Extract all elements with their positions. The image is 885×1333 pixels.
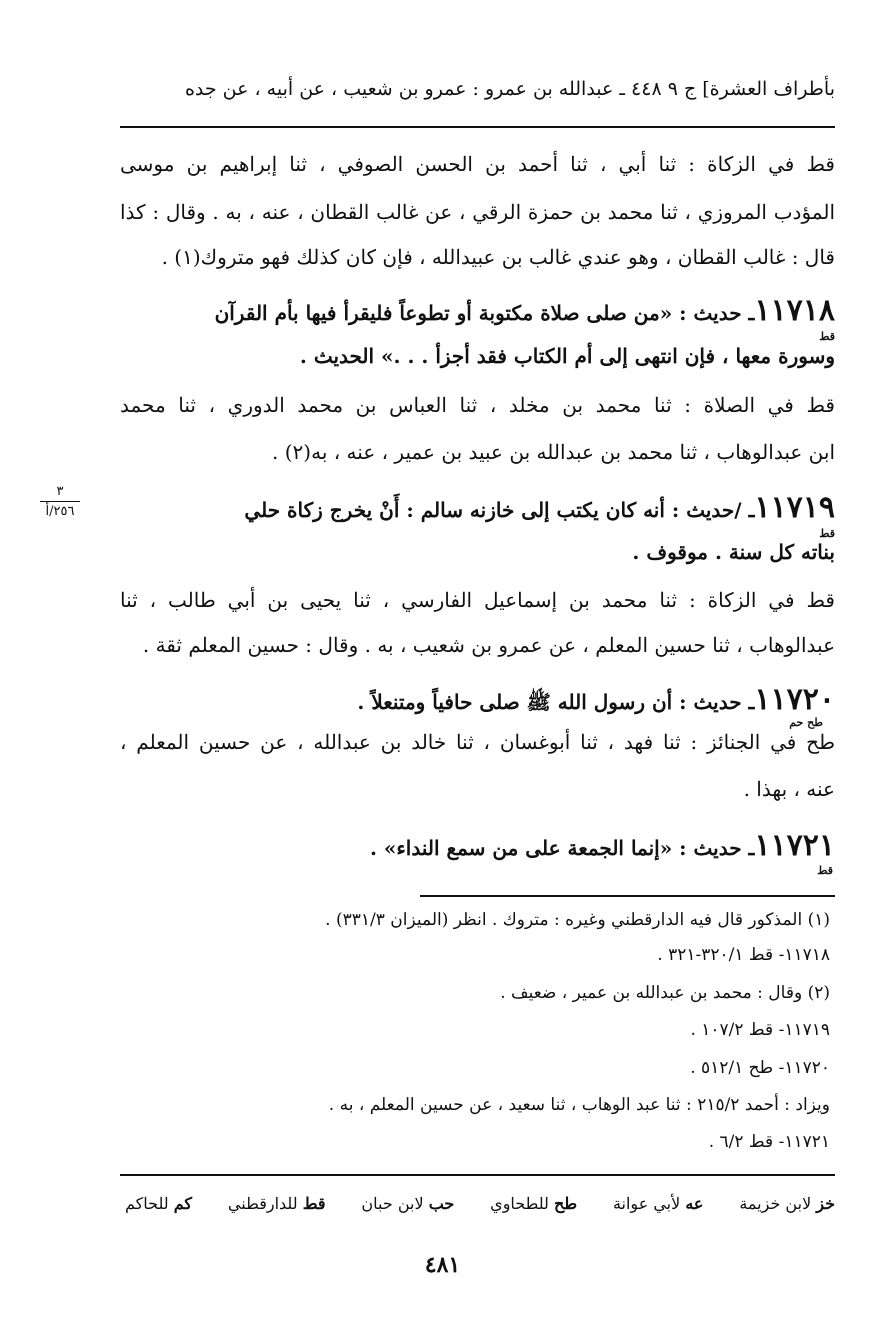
- hadith-text: بناته كل سنة . موقوف .: [632, 540, 835, 564]
- legend-abbr: كم: [173, 1194, 193, 1213]
- margin-note-bottom: ٢٥٦/أ: [45, 504, 75, 519]
- legend-abbr: طح: [554, 1194, 578, 1213]
- abbreviation-legend: [125, 1194, 835, 1213]
- legend-abbr: خز: [816, 1194, 835, 1213]
- text-line: قط في الزكاة : ثنا محمد بن إسماعيل الفارسي ، ثنا يحيى بن أبي طالب ، ثنا: [120, 588, 835, 612]
- hadith-11718-heading: [120, 293, 835, 328]
- footnote: ويزاد : أحمد ٢١٥/٢ : ثنا عبد الوهاب ، ثنا سعيد ، عن حسين المعلم ، به .: [328, 1095, 830, 1115]
- hadith-text: وسورة معها ، فإن انتهى إلى أم الكتاب فقد أجزأ . . .» الحديث .: [299, 344, 835, 368]
- legend-item: [125, 1194, 192, 1213]
- footnote: (١) المذكور قال فيه الدارقطني وغيره : متروك . انظر (الميزان ٣٣١/٣) .: [325, 910, 830, 930]
- margin-note-bar: [40, 501, 80, 502]
- hadith-11720-heading: [120, 682, 835, 719]
- legend-item: [739, 1194, 835, 1213]
- hadith-text: ـ حديث : «إنما الجمعة على من سمع النداء» .: [369, 836, 755, 860]
- legend-item: [228, 1194, 326, 1213]
- hadith-11721-heading: [120, 828, 835, 863]
- running-header: بأطراف العشرة] ج ٩ ٤٤٨ ـ عبدالله بن عمرو : عمرو بن شعيب ، عن أبيه ، عن جده: [184, 78, 835, 100]
- text-line: ابن عبدالوهاب ، ثنا محمد بن عبدالله بن عبيد بن عمير ، عنه ، به(٢) .: [272, 440, 835, 464]
- hadith-text: ـ حديث : «من صلى صلاة مكتوبة أو تطوعاً فليقرأ فيها بأم القرآن: [214, 301, 755, 325]
- text-line: عنه ، بهذا .: [743, 777, 835, 801]
- footnote: ١١٧٢١- قط ٦/٢ .: [708, 1132, 830, 1152]
- legend-item: [613, 1194, 704, 1213]
- legend-abbr: حب: [428, 1194, 455, 1213]
- footnote: ١١٧٢٠- طح ٥١٢/١ .: [690, 1058, 830, 1078]
- legend-name: للحاكم: [125, 1194, 169, 1213]
- text-line: المؤدب المروزي ، ثنا محمد بن حمزة الرقي ، عن غالب القطان ، عنه ، به . وقال : كذا: [120, 200, 835, 224]
- source-abbr: طح حم: [789, 716, 823, 729]
- text-line: قط في الصلاة : ثنا محمد بن مخلد ، ثنا العباس بن محمد الدوري ، ثنا محمد: [120, 393, 835, 417]
- text-line: عبدالوهاب ، ثنا حسين المعلم ، عن عمرو بن شعيب ، به . وقال : حسين المعلم ثقة .: [142, 633, 835, 657]
- legend-name: لابن حبان: [361, 1194, 424, 1213]
- text-line: قال : غالب القطان ، وهو عندي غالب بن عبيدالله ، فإن كان كذلك فهو متروك(١) .: [161, 245, 835, 269]
- legend-rule: [120, 1174, 835, 1176]
- legend-name: لأبي عوانة: [612, 1194, 681, 1213]
- margin-folio-note: [40, 484, 80, 519]
- page-number: ٤٨١: [424, 1252, 461, 1278]
- hadith-number: ١١٧١٩: [754, 490, 835, 525]
- hadith-number: ١١٧٢٠: [754, 682, 835, 717]
- text-line: قط في الزكاة : ثنا أبي ، ثنا أحمد بن الحسن الصوفي ، ثنا إبراهيم بن موسى: [120, 152, 835, 176]
- legend-name: للدارقطني: [227, 1194, 298, 1213]
- hadith-number: ١١٧١٨: [754, 293, 835, 328]
- legend-item: [361, 1194, 454, 1213]
- legend-name: للطحاوي: [490, 1194, 549, 1213]
- footnote: (٢) وقال : محمد بن عبدالله بن عمير ، ضعيف .: [500, 983, 830, 1003]
- legend-abbr: قط: [302, 1194, 326, 1213]
- text-line: طح في الجنائز : ثنا فهد ، ثنا أبوغسان ، ثنا خالد بن عبدالله ، عن حسين المعلم ،: [120, 730, 835, 754]
- legend-item: [490, 1194, 577, 1213]
- hadith-number: ١١٧٢١: [754, 828, 835, 863]
- hadith-11719-heading: [120, 490, 835, 525]
- legend-abbr: عه: [685, 1194, 704, 1213]
- header-rule: [120, 126, 835, 128]
- footnote-separator: [420, 895, 835, 897]
- source-abbr: قط: [819, 330, 835, 343]
- footnote: ١١٧١٨- قط ٣٢٠/١-٣٢١ .: [657, 945, 830, 965]
- source-abbr: قط: [819, 527, 835, 540]
- hadith-text: ـ /حديث : أنه كان يكتب إلى خازنه سالم : أَنْ يخرج زكاة حلي: [244, 498, 755, 522]
- footnote: ١١٧١٩- قط ١٠٧/٢ .: [690, 1020, 830, 1040]
- margin-note-top: ٣: [56, 484, 64, 499]
- source-abbr: قط: [817, 864, 833, 877]
- hadith-text: ـ حديث : أن رسول الله ﷺ صلى حافياً ومتنعلاً .: [357, 690, 755, 714]
- legend-name: لابن خزيمة: [739, 1194, 812, 1213]
